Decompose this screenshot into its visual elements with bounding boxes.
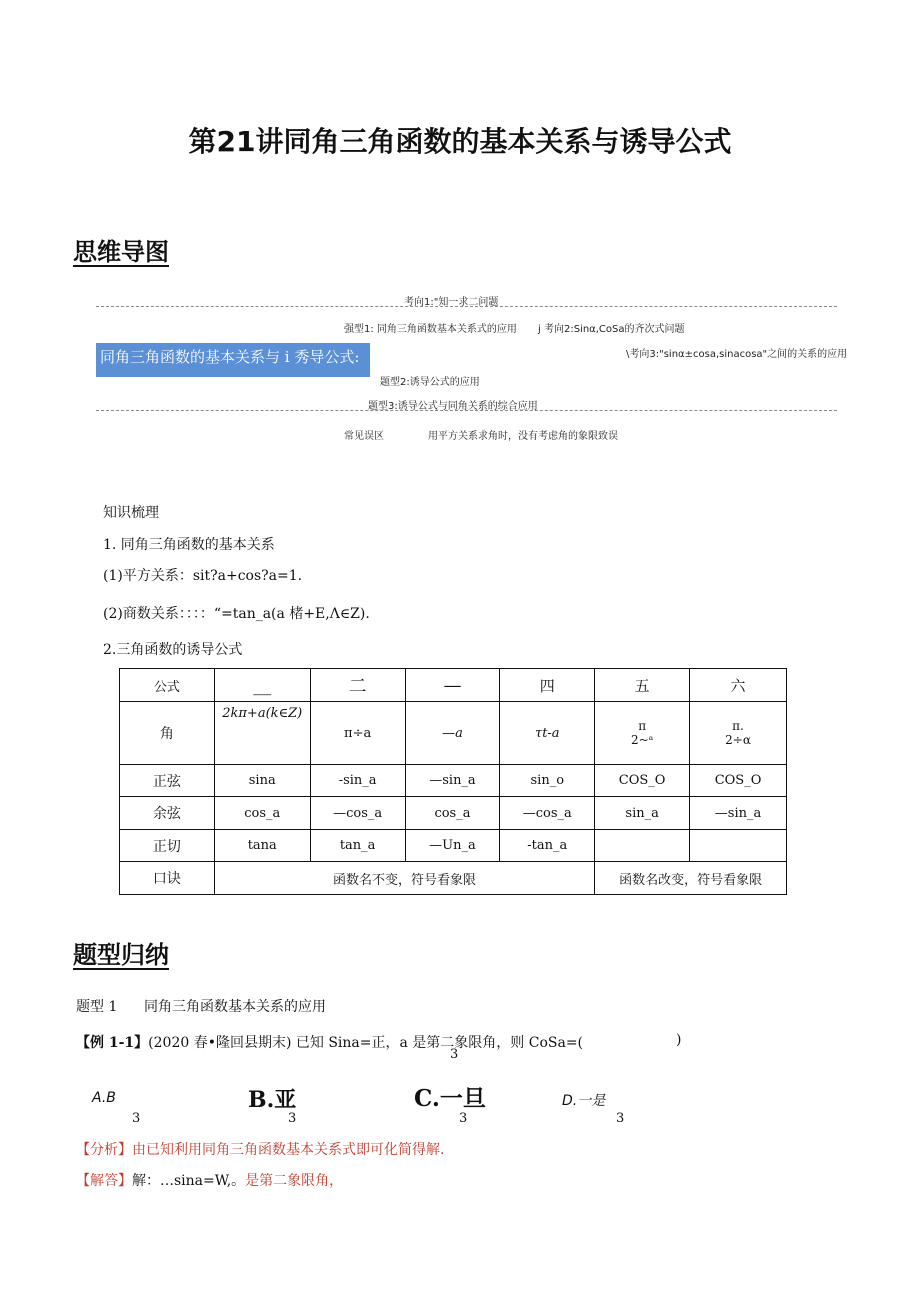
table-cell: 函数名不变，符号看象限 (214, 862, 594, 895)
table-cell: 二 (310, 669, 405, 702)
knowledge-item-1: 1. 同角三角函数的基本关系 (103, 537, 275, 553)
analysis-tag: 【分析】 (76, 1142, 132, 1158)
table-row-sin (120, 765, 787, 797)
square-relation: (1)平方关系：sit?a+cos?a=1. (103, 568, 303, 584)
mindmap-node-4: \考向3:"sinα±cosa,sinacosa"之间的关系的应用 (626, 349, 848, 360)
solution-red-text: 是第二象限角， (245, 1173, 344, 1189)
table-cell: 六 (690, 669, 787, 702)
analysis-text: 由已知利用同角三角函数基本关系式即可化简得解. (132, 1142, 445, 1158)
solution-text: 解：…sina=W,。 (132, 1173, 246, 1189)
table-cell: 余弦 (120, 797, 215, 830)
table-cell: 口诀 (120, 862, 215, 895)
option-a-sub: 3 (132, 1111, 141, 1126)
example-text: (2020 春•隆回县期末) 已知 Sina=正，a 是第二象限角，则 CoSa=( (148, 1035, 584, 1051)
table-cell (690, 830, 787, 862)
table-cell: sin_o (500, 765, 595, 797)
table-cell: —sin_a (690, 797, 787, 830)
table-cell: 角 (120, 702, 215, 765)
table-cell: tana (214, 830, 310, 862)
example-1-1 (76, 1032, 583, 1052)
table-cell: __ (214, 669, 310, 702)
table-cell: —a (405, 702, 500, 765)
mindmap-node-3: j 考向2:Sinα,CoSa的齐次式问题 (538, 324, 685, 335)
option-b-sub: 3 (288, 1111, 297, 1126)
solution (76, 1170, 343, 1190)
table-cell: -sin_a (310, 765, 405, 797)
table-cell: cos_a (405, 797, 500, 830)
table-cell: COS_O (690, 765, 787, 797)
mindmap-node-2: 强型1: 同角三角函数基本关系式的应用 (344, 324, 517, 335)
mindmap-node-5: 题型2:诱导公式的应用 (380, 377, 480, 388)
table-cell (595, 830, 690, 862)
option-b[interactable]: B.亚 (248, 1087, 297, 1113)
table-cell: — (405, 669, 500, 702)
mindmap-node-8: 用平方关系求角时，没有考虑角的象限致误 (428, 431, 618, 442)
analysis (76, 1139, 444, 1159)
table-cell: 正弦 (120, 765, 215, 797)
example-tag: 【例 1-1】 (76, 1035, 149, 1051)
table-cell: π. 2÷α (690, 702, 787, 765)
option-d-sub: 3 (616, 1111, 625, 1126)
table-cell: —sin_a (405, 765, 500, 797)
mindmap-node-1: 考向1:"知一求二问题 (404, 297, 499, 308)
table-cell: —cos_a (500, 797, 595, 830)
table-cell: 正切 (120, 830, 215, 862)
mindmap-heading: 思维导图 (73, 238, 169, 266)
table-row-tan (120, 830, 787, 862)
table-cell: —cos_a (310, 797, 405, 830)
table-cell: 公式 (120, 669, 215, 702)
table-cell: —Un_a (405, 830, 500, 862)
option-a[interactable]: A.B (92, 1090, 116, 1106)
table-cell: 四 (500, 669, 595, 702)
table-cell: 2kπ+a(k∈Z) (214, 702, 310, 765)
option-c[interactable]: C.一旦 (414, 1085, 486, 1112)
table-row-cos (120, 797, 787, 830)
knowledge-item-2: 2.三角函数的诱导公式 (103, 642, 243, 658)
solution-tag: 【解答】 (76, 1173, 132, 1189)
table-cell: π÷a (310, 702, 405, 765)
induction-formula-table (119, 668, 787, 895)
table-cell: tan_a (310, 830, 405, 862)
example-close-paren: ) (676, 1032, 682, 1048)
mindmap-node-7: 常见误区 (344, 431, 384, 442)
types-heading: 题型归纳 (73, 941, 169, 969)
table-cell: -tan_a (500, 830, 595, 862)
mindmap-center-node: 同角三角函数的基本关系与 i 秀导公式: (96, 343, 370, 377)
table-cell: 函数名改变，符号看象限 (595, 862, 787, 895)
option-d[interactable]: D.一是 (562, 1093, 606, 1109)
type1-title: 题型 1 同角三角函数基本关系的应用 (76, 999, 327, 1015)
table-row-angle (120, 702, 787, 765)
mindmap-node-6: 题型3:诱导公式与同角关系的综合应用 (368, 401, 538, 412)
table-row-header (120, 669, 787, 702)
table-cell: sin_a (595, 797, 690, 830)
option-c-sub: 3 (459, 1111, 468, 1126)
example-denominator: 3 (450, 1047, 459, 1062)
table-cell: cos_a (214, 797, 310, 830)
knowledge-heading: 知识梳理 (103, 505, 159, 521)
quotient-relation: (2)商数关系：：：：“=tan_a(a 楮+E,Λ∈Z). (103, 606, 370, 622)
table-row-rule (120, 862, 787, 895)
table-cell: COS_O (595, 765, 690, 797)
table-cell: 五 (595, 669, 690, 702)
table-cell: τt-a (500, 702, 595, 765)
table-cell: π 2~ᵃ (595, 702, 690, 765)
page-title: 第21讲同角三角函数的基本关系与诱导公式 (188, 125, 732, 158)
table-cell: sina (214, 765, 310, 797)
